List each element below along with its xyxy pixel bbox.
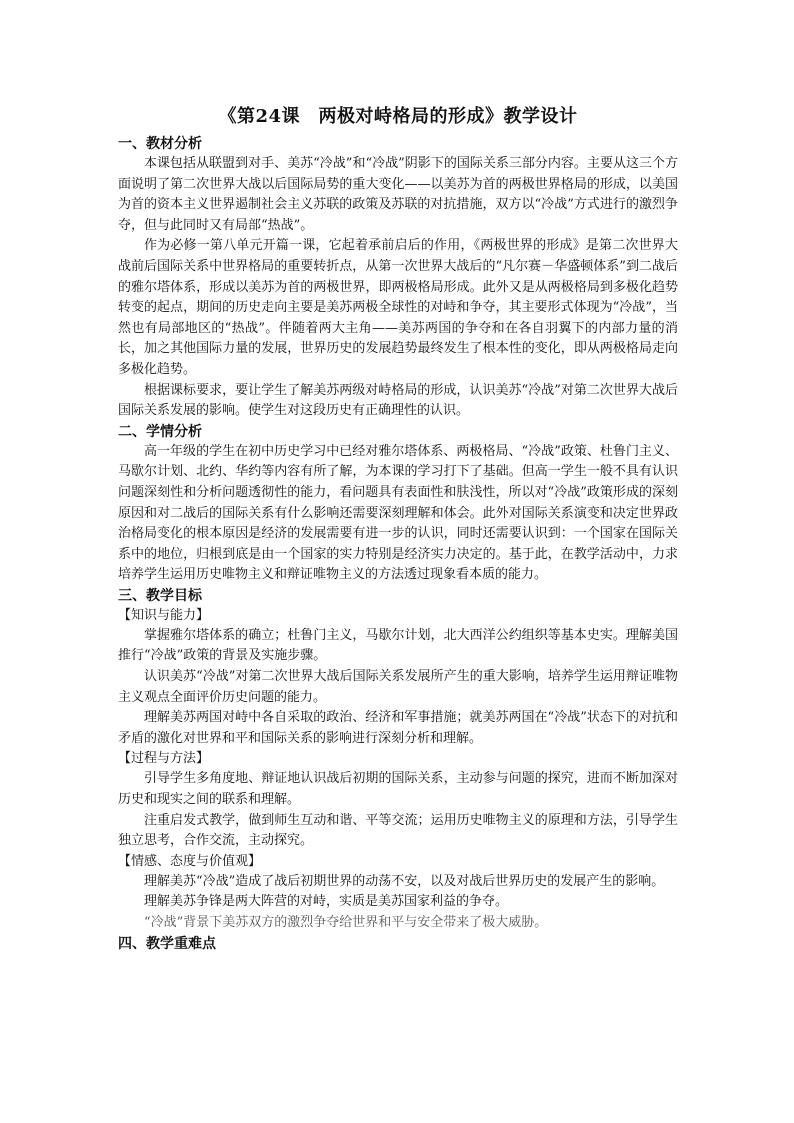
goals-knowledge-label: 【知识与能力】 <box>118 607 210 623</box>
goals-values-paragraph-2: 理解美苏争锋是两大阵营的对峙，实质是美苏国家利益的争夺。 <box>144 894 509 910</box>
goals-process-paragraph-2: 注重启发式教学，做到师生互动和谐、平等交流；运用历史唯物主义的原理和方法，引导学生独立思考，合作交流，主动探究。 <box>118 812 678 849</box>
materials-paragraph-1: 本课包括从联盟到对手、美苏“冷战”和“冷战”阴影下的国际关系三部分内容。主要从这三个方面说明了第二次世界大战以后国际局势的重大变化——以美苏为首的两极世界格局的形成，以美国为首的资本主义世界遏制社会主义苏联的政策及苏联的对抗措施，双方以“冷战”方式进行的激烈争夺，但与此同时又有局部“热战”。 <box>118 156 678 233</box>
section-heading-students: 二、学情分析 <box>118 423 202 440</box>
materials-paragraph-3: 根据课标要求，要让学生了解美苏两级对峙格局的形成，认识美苏“冷战”对第二次世界大战后国际关系发展的影响。使学生对这段历史有正确理性的认识。 <box>118 382 678 419</box>
section-heading-materials: 一、教材分析 <box>118 136 202 152</box>
goals-knowledge-paragraph-3: 理解美苏两国对峙中各自采取的政治、经济和军事措施；就美苏两国在“冷战”状态下的对抗和矛盾的激化对世界和平和国际关系的影响进行深刻分析和理解。 <box>118 710 678 746</box>
section-heading-keypoints: 四、教学重难点 <box>118 935 216 952</box>
goals-knowledge-paragraph-1: 掌握雅尔塔体系的确立；杜鲁门主义，马歇尔计划，北大西洋公约组织等基本史实。理解美国推行“冷战”政策的背景及实施步骤。 <box>118 627 678 664</box>
goals-values-label: 【情感、态度与价值观】 <box>118 853 262 869</box>
goals-values-paragraph-3: “冷战”背景下美苏双方的激烈争夺给世界和平与安全带来了极大威胁。 <box>144 915 548 930</box>
document-title: 《第24课 两极对峙格局的形成》教学设计 <box>218 106 578 127</box>
goals-values-paragraph-1: 理解美苏“冷战”造成了战后初期世界的动荡不安，以及对战后世界历史的发展产生的影响。 <box>144 873 665 889</box>
document-page <box>118 104 678 954</box>
goals-process-label: 【过程与方法】 <box>118 751 210 767</box>
materials-paragraph-2: 作为必修一第八单元开篇一课，它起着承前启后的作用，《两极世界的形成》是第二次世界大战前后国际关系中世界格局的重要转折点，从第一次世界大战后的“凡尔赛－华盛顿体系”到二战后的雅尔塔体系，形成以美苏为首的两极世界，即两极格局形成。此外又是从两极格局到多极化趋势转变的起点，期间的历史走向主要是美苏两极全球性的对峙和争夺，其主要形式体现为“冷战”，当然也有局部地区的“热战”。伴随着两大主角——美苏两国的争夺和在各自羽翼下的内部力量的消长，加之其他国际力量的发展，世界历史的发展趋势最终发生了根本性的变化，即从两极格局走向多极化趋势。 <box>118 238 678 377</box>
goals-knowledge-paragraph-2: 认识美苏“冷战”对第二次世界大战后国际关系发展所产生的重大影响，培养学生运用辩证唯物主义观点全面评价历史问题的能力。 <box>118 669 678 705</box>
students-paragraph-1: 高一年级的学生在初中历史学习中已经对雅尔塔体系、两极格局、“冷战”政策、杜鲁门主义、马歇尔计划、北约、华约等内容有所了解，为本课的学习打下了基础。但高一学生一般不具有认识问题深刻性和分析问题透彻性的能力，看问题具有表面性和肤浅性，所以对“冷战”政策形成的深刻原因和对二战后的国际关系有什么影响还需要深刻理解和体会。此外对国际关系演变和决定世界政治格局变化的根本原因是经济的发展需要有进一步的认识，同时还需要认识到：一个国家在国际关系中的地位，归根到底是由一个国家的实力特别是经济实力决定的。基于此，在教学活动中，力求培养学生运用历史唯物主义和辩证唯物主义的方法透过现象看本质的能力。 <box>118 443 678 583</box>
section-heading-goals: 三、教学目标 <box>118 587 202 604</box>
goals-process-paragraph-1: 引导学生多角度地、辩证地认识战后初期的国际关系，主动参与问题的探究，进而不断加深对历史和现实之间的联系和理解。 <box>118 771 678 808</box>
